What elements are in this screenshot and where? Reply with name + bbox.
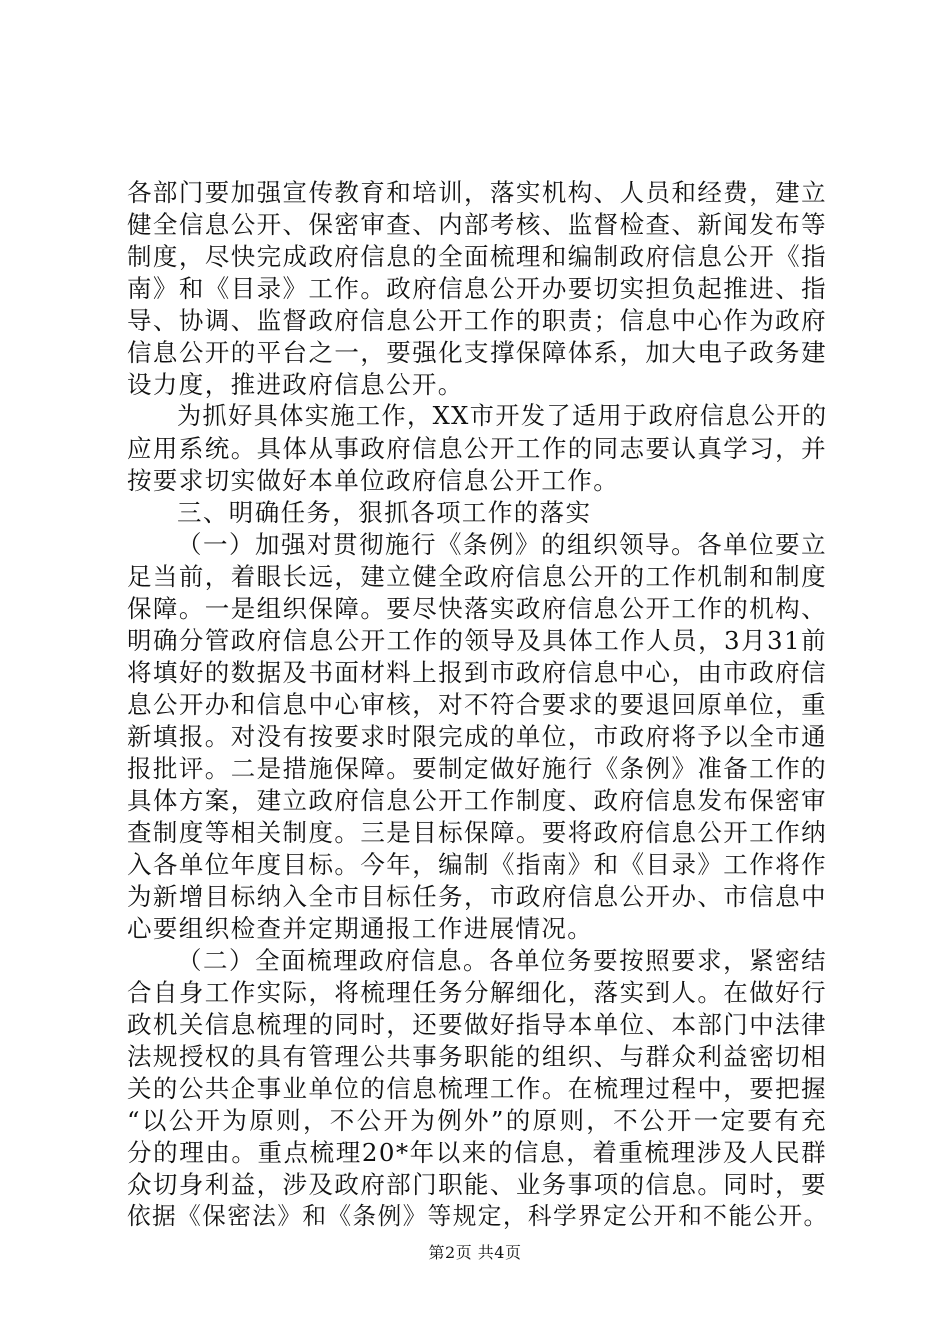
text-line-3: 制度，尽快完成政府信息的全面梳理和编制政府信息公开《指 bbox=[127, 242, 827, 271]
text-line-26: 合自身工作实际，将梳理任务分解细化，落实到人。在做好行 bbox=[127, 978, 827, 1007]
text-line-14: 保障。一是组织保障。要尽快落实政府信息公开工作的机构、 bbox=[127, 594, 827, 623]
section-heading: 三、明确任务，狠抓各项工作的落实 bbox=[177, 498, 592, 527]
text-line-6: 信息公开的平台之一，要强化支撑保障体系，加大电子政务建 bbox=[127, 338, 827, 367]
text-line-2: 健全信息公开、保密审查、内部考核、监督检查、新闻发布等 bbox=[127, 210, 827, 239]
text-line-31: 分的理由。重点梳理20*年以来的信息，着重梳理涉及人民群 bbox=[127, 1138, 827, 1167]
text-line-7: 设力度，推进政府信息公开。 bbox=[127, 370, 464, 399]
text-line-27: 政机关信息梳理的同时，还要做好指导本单位、本部门中法律 bbox=[127, 1010, 827, 1039]
text-line-23: 为新增目标纳入全市目标任务，市政府信息公开办、市信息中 bbox=[127, 882, 827, 911]
text-line-4: 南》和《目录》工作。政府信息公开办要切实担负起推进、指 bbox=[127, 274, 827, 303]
text-line-30: “以公开为原则，不公开为例外”的原则，不公开一定要有充 bbox=[127, 1106, 827, 1135]
text-line-12: （一）加强对贯彻施行《条例》的组织领导。各单位要立 bbox=[177, 530, 827, 559]
text-line-29: 关的公共企事业单位的信息梳理工作。在梳理过程中，要把握 bbox=[127, 1074, 827, 1103]
text-line-13: 足当前，着眼长远，建立健全政府信息公开的工作机制和制度 bbox=[127, 562, 827, 591]
text-line-1: 各部门要加强宣传教育和培训，落实机构、人员和经费，建立 bbox=[127, 178, 827, 207]
text-line-25: （二）全面梳理政府信息。各单位务要按照要求，紧密结 bbox=[177, 946, 827, 975]
text-line-9: 应用系统。具体从事政府信息公开工作的同志要认真学习，并 bbox=[127, 434, 827, 463]
text-line-24: 心要组织检查并定期通报工作进展情况。 bbox=[127, 914, 594, 943]
text-line-22: 入各单位年度目标。今年，编制《指南》和《目录》工作将作 bbox=[127, 850, 827, 879]
text-line-16: 将填好的数据及书面材料上报到市政府信息中心，由市政府信 bbox=[127, 658, 827, 687]
text-line-17: 息公开办和信息中心审核，对不符合要求的要退回原单位，重 bbox=[127, 690, 827, 719]
text-line-18: 新填报。对没有按要求时限完成的单位，市政府将予以全市通 bbox=[127, 722, 827, 751]
text-line-28: 法规授权的具有管理公共事务职能的组织、与群众利益密切相 bbox=[127, 1042, 827, 1071]
text-line-5: 导、协调、监督政府信息公开工作的职责；信息中心作为政府 bbox=[127, 306, 827, 335]
text-line-8: 为抓好具体实施工作，XX市开发了适用于政府信息公开的 bbox=[177, 402, 828, 430]
text-line-19: 报批评。二是措施保障。要制定做好施行《条例》准备工作的 bbox=[127, 754, 827, 783]
page-number-footer: 第2页 共4页 bbox=[428, 1243, 522, 1262]
text-line-10: 按要求切实做好本单位政府信息公开工作。 bbox=[127, 466, 620, 495]
text-line-21: 查制度等相关制度。三是目标保障。要将政府信息公开工作纳 bbox=[127, 818, 827, 847]
text-line-20: 具体方案，建立政府信息公开工作制度、政府信息发布保密审 bbox=[127, 786, 827, 815]
text-line-33: 依据《保密法》和《条例》等规定，科学界定公开和不能公开。 bbox=[127, 1202, 829, 1230]
text-line-32: 众切身利益，涉及政府部门职能、业务事项的信息。同时，要 bbox=[127, 1170, 827, 1199]
text-line-15: 明确分管政府信息公开工作的领导及具体工作人员，3月31前 bbox=[127, 626, 827, 655]
